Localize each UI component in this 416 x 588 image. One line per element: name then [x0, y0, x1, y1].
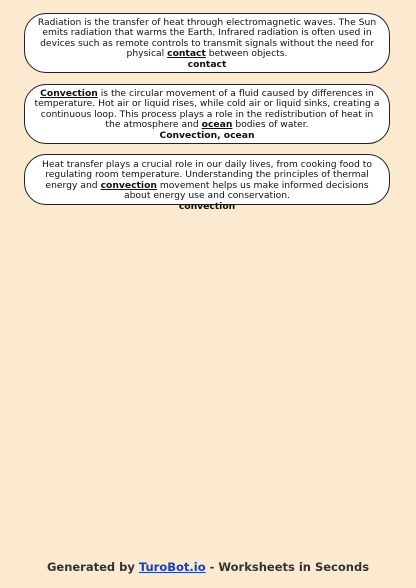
keyword-ocean: ocean — [201, 119, 233, 131]
passage-text-after: between objects. — [205, 48, 288, 60]
footer-suffix: - Worksheets in Seconds — [205, 560, 370, 574]
passage-text-before: Heat transfer plays a crucial role in our daily lives, from cooking food to regulating room temperature. Understanding the principles of thermal energy and — [42, 159, 372, 191]
passage-card-radiation — [24, 13, 390, 73]
keyword-convection: Convection — [40, 88, 98, 99]
passage-text-after: bodies of water. — [232, 119, 309, 131]
passage-text-after: movement helps us make informed decisions about energy use and conservation. — [123, 179, 369, 202]
footer-prefix: Generated by — [46, 560, 139, 574]
answer-keywords: Convection, ocean — [159, 129, 255, 141]
keyword-contact: contact — [167, 48, 206, 60]
keyword-convection: convection — [100, 179, 157, 191]
passage-card-heat-transfer — [24, 154, 390, 212]
passage-text-before: Radiation is the transfer of heat through electromagnetic waves. The Sun emits radiation that warms the Earth. Infrared radiation is often used in devices such as remote controls to transmit signals without the need for physical — [37, 17, 377, 60]
footer-credit — [0, 560, 416, 574]
passage-card-convection — [24, 84, 390, 144]
passage-text — [34, 18, 380, 60]
passage-text-middle: is the circular movement of a fluid caused by differences in temperature. Hot air or liquid rises, while cold air or liquid sinks, creating a continuous loop. This process plays a role in the redistribution of heat in the atmosphere and — [34, 88, 380, 131]
passage-text — [34, 160, 380, 202]
answer-keywords: contact — [187, 58, 227, 70]
answer-keywords: convection — [178, 200, 236, 212]
brand-link[interactable]: TuroBot.io — [138, 560, 206, 574]
passage-text — [34, 89, 380, 131]
